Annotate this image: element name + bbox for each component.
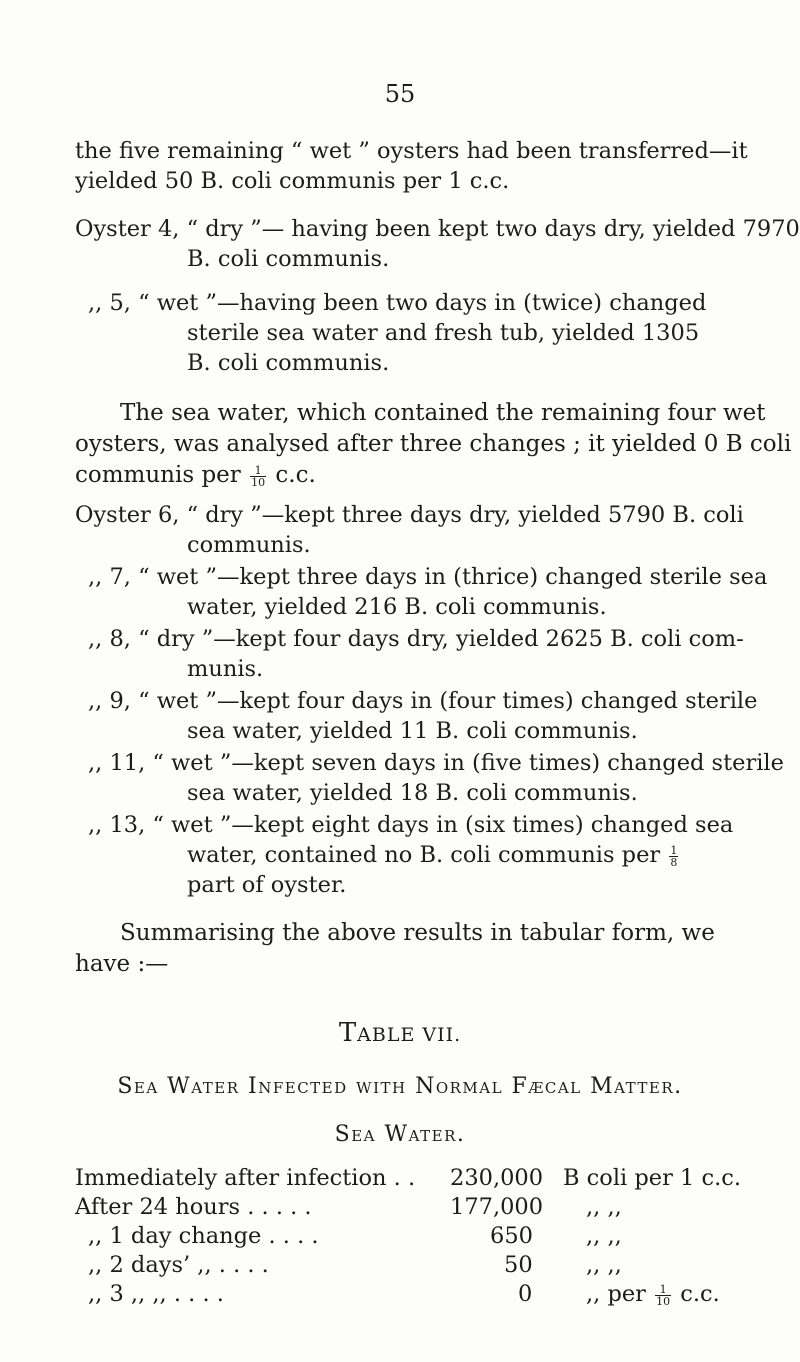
sea-water-paragraph-line: The sea water, which contained the remaining four wet	[120, 400, 766, 426]
oyster-5-line: sterile sea water and fresh tub, yielded 1305	[187, 320, 700, 346]
table-section: Sea Water.	[334, 1122, 466, 1147]
oyster-9-line: ,, 9, “ wet ”—kept four days in (four times) changed sterile	[88, 688, 758, 714]
table-row-unit: ,, ,,	[586, 1252, 622, 1278]
page-number: 55	[384, 80, 416, 108]
table-row-unit: ,, per $\frac{1}{10}$ c.c.	[586, 1281, 720, 1308]
oyster-11-line: sea water, yielded 18 B. coli communis.	[187, 780, 638, 806]
oyster-4-line: Oyster 4, “ dry ”— having been kept two days dry, yielded 7970	[75, 216, 800, 242]
table-row-value: 0	[518, 1281, 533, 1307]
oyster-7-line: ,, 7, “ wet ”—kept three days in (thrice) changed sterile sea	[88, 564, 768, 590]
table-row-value: 650	[490, 1223, 533, 1249]
intro-line: the five remaining “ wet ” oysters had been transferred—it	[75, 138, 748, 164]
table-row-label: ,, 2 days’ ,, . . . .	[88, 1252, 269, 1278]
oyster-5-line: B. coli communis.	[187, 350, 390, 376]
paragraph-text: communis per	[75, 462, 241, 488]
paragraph-text: c.c.	[275, 462, 316, 488]
oyster-8-line: ,, 8, “ dry ”—kept four days dry, yielded 2625 B. coli com-	[88, 626, 744, 652]
summary-line: Summarising the above results in tabular form, we	[120, 920, 715, 946]
oyster-11-line: ,, 11, “ wet ”—kept seven days in (five times) changed sterile	[88, 750, 784, 776]
fraction: $\frac{1}{8}$	[670, 843, 678, 869]
table-row-unit: ,, ,,	[586, 1223, 622, 1249]
intro-line: yielded 50 B. coli communis per 1 c.c.	[75, 168, 510, 194]
table-row-value: 230,000	[450, 1165, 544, 1191]
table-row-value: 177,000	[450, 1194, 544, 1220]
table-row-unit: B coli per 1 c.c.	[563, 1165, 741, 1191]
oyster-8-line: munis.	[187, 656, 264, 682]
table-subtitle: Sea Water Infected with Normal Fæcal Matter.	[117, 1074, 683, 1099]
paragraph-text: water, contained no B. coli communis per	[187, 842, 661, 868]
oyster-9-line: sea water, yielded 11 B. coli communis.	[187, 718, 638, 744]
sea-water-paragraph-line	[75, 460, 316, 490]
sea-water-paragraph-line: oysters, was analysed after three changes ; it yielded 0 B coli	[75, 431, 792, 457]
oyster-5-line: ,, 5, “ wet ”—having been two days in (twice) changed	[88, 290, 707, 316]
oyster-4-line: B. coli communis.	[187, 246, 390, 272]
table-row-label: Immediately after infection . .	[75, 1165, 416, 1191]
table-row-value: 50	[504, 1252, 533, 1278]
table-row-label: After 24 hours . . . . .	[75, 1194, 312, 1220]
summary-line: have :—	[75, 951, 169, 977]
table-row-label: ,, 3 ,, ,, . . . .	[88, 1281, 224, 1307]
table-row-unit: ,, ,,	[586, 1194, 622, 1220]
oyster-13-line: ,, 13, “ wet ”—kept eight days in (six times) changed sea	[88, 812, 734, 838]
oyster-6-line: communis.	[187, 532, 311, 558]
oyster-7-line: water, yielded 216 B. coli communis.	[187, 594, 607, 620]
fraction: $\frac{1}{10}$	[656, 1282, 671, 1308]
table-title: TABLE VII.	[338, 1018, 462, 1048]
oyster-13-line: part of oyster.	[187, 872, 347, 898]
table-row-label: ,, 1 day change . . . .	[88, 1223, 319, 1249]
oyster-13-line	[187, 840, 680, 870]
oyster-6-line: Oyster 6, “ dry ”—kept three days dry, yielded 5790 B. coli	[75, 502, 744, 528]
fraction: $\frac{1}{10}$	[251, 463, 266, 489]
